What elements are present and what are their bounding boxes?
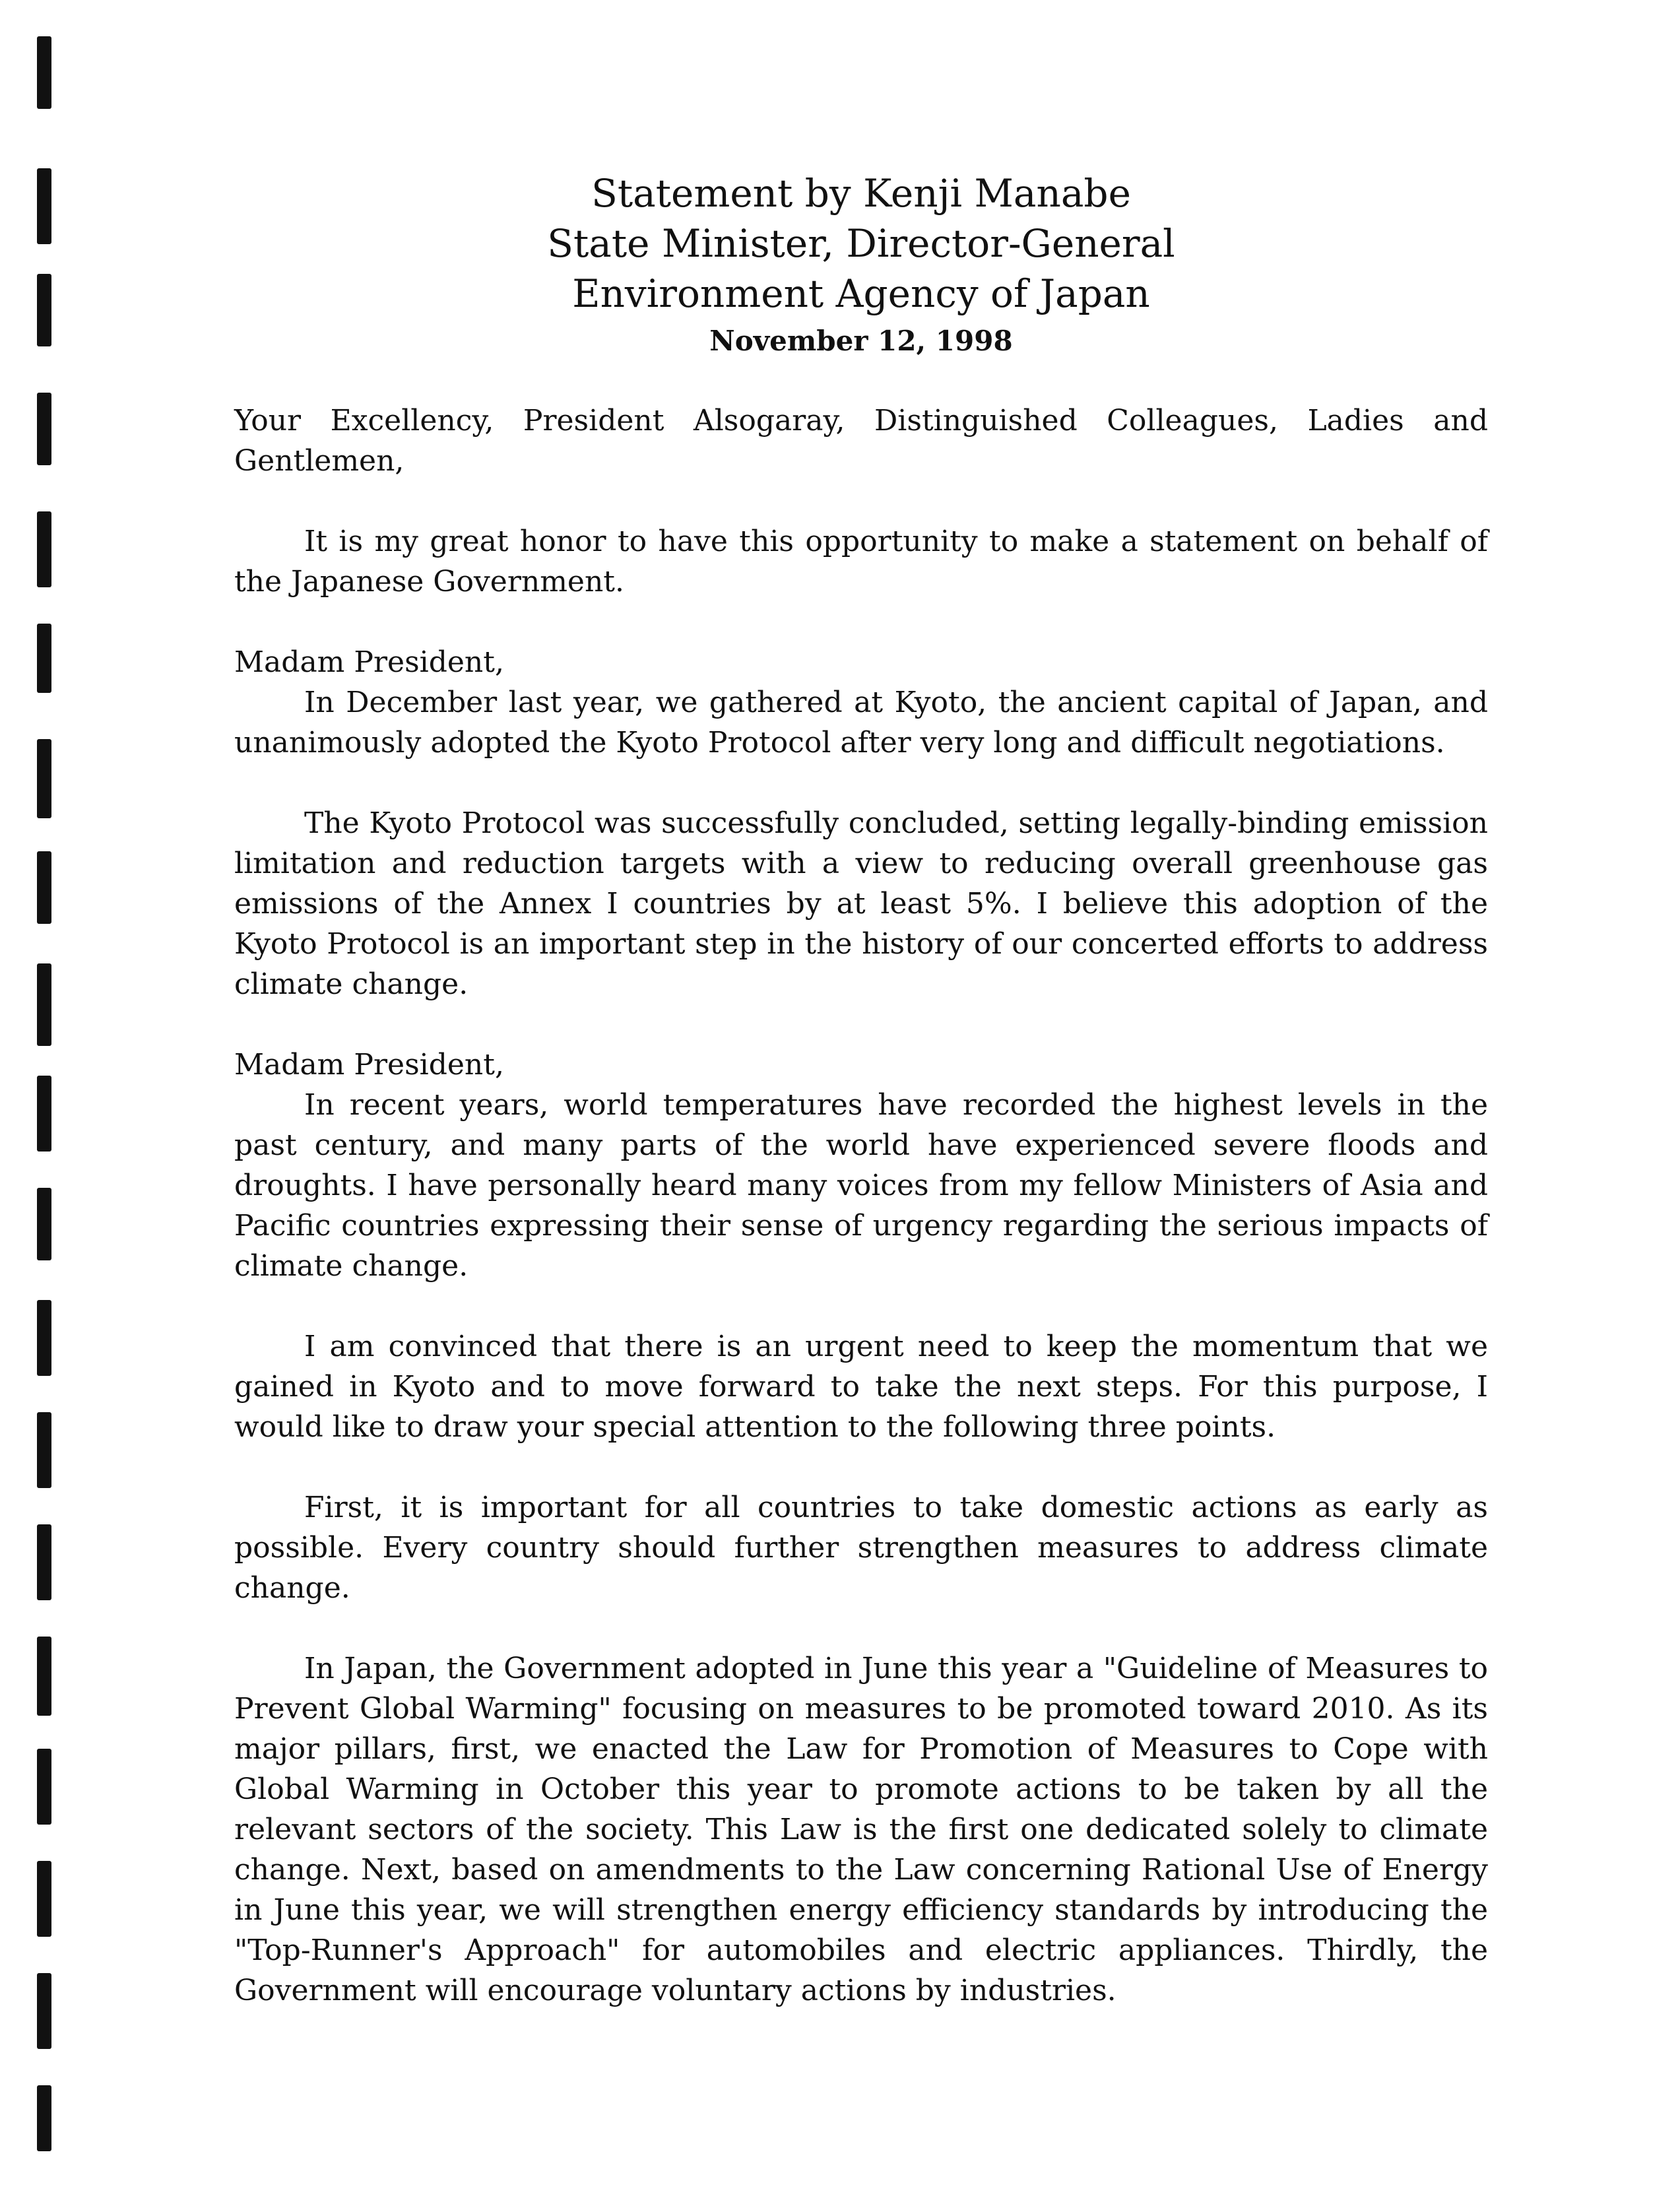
binding-mark (37, 1524, 51, 1600)
binding-mark (37, 168, 51, 244)
title-speaker: Statement by Kenji Manabe (591, 171, 1131, 216)
binding-mark (37, 393, 51, 465)
opening-address: Your Excellency, President Alsogaray, Distinguished Colleagues, Ladies and Gentlemen, (234, 404, 1488, 478)
title-position: State Minister, Director-General (547, 221, 1175, 266)
document-header (234, 168, 1488, 361)
statement-date: November 12, 1998 (709, 325, 1013, 357)
paragraph-momentum: I am convinced that there is an urgent need to keep the momentum that we gained in Kyoto and to move forward to take the next steps. For this purpose, I would like to draw your special attention to the following three points. (234, 1330, 1488, 1444)
binding-mark (37, 1188, 51, 1260)
binding-mark (37, 1973, 51, 2049)
binding-mark (37, 274, 51, 346)
paragraph-temperatures: In recent years, world temperatures have recorded the highest levels in the past century, and many parts of the world have experienced severe floods and droughts. I have personally heard many voices from my fellow Ministers of Asia and Pacific countries expressing their sense of urgency regarding the serious impacts of climate change. (234, 1088, 1488, 1283)
paragraph-kyoto-meeting: In December last year, we gathered at Kyoto, the ancient capital of Japan, and unanimously adopted the Kyoto Protocol after very long and difficult negotiations. (234, 686, 1488, 760)
salutation: Madam President, (234, 1048, 504, 1082)
binding-mark (37, 963, 51, 1046)
paragraph-honor: It is my great honor to have this opportunity to make a statement on behalf of the Japanese Government. (234, 525, 1488, 599)
paragraph-kyoto-protocol: The Kyoto Protocol was successfully concluded, setting legally-binding emission limitation and reduction targets with a view to reducing overall greenhouse gas emissions of the Annex I countries by at least 5%. I believe this adoption of the Kyoto Protocol is an important step in the history of our concerted efforts to address climate change. (234, 806, 1488, 1001)
binding-mark (37, 1861, 51, 1937)
paragraph-first-point: First, it is important for all countries to take domestic actions as early as possible. Every country should further strengthen measures to address climate change. (234, 1491, 1488, 1605)
document-page (234, 168, 1488, 2051)
binding-mark (37, 624, 51, 693)
binding-mark (37, 1749, 51, 1825)
binding-mark (37, 36, 51, 109)
binding-mark (37, 851, 51, 924)
binding-mark (37, 2085, 51, 2151)
binding-marks (0, 0, 79, 2208)
binding-mark (37, 1076, 51, 1152)
binding-mark (37, 1300, 51, 1376)
binding-mark (37, 739, 51, 818)
binding-mark (37, 1412, 51, 1488)
title-agency: Environment Agency of Japan (572, 271, 1150, 316)
salutation: Madam President, (234, 645, 504, 679)
binding-mark (37, 1637, 51, 1716)
binding-mark (37, 511, 51, 587)
paragraph-japan-measures: In Japan, the Government adopted in June this year a "Guideline of Measures to Prevent Global Warming" focusing on measures to be promoted toward 2010. As its major pillars, first, we enacted the Law for Promotion of Measures to Cope with Global Warming in October this year to promote actions to be taken by all the relevant sectors of the society. This Law is the first one dedicated solely to climate change. Next, based on amendments to the Law concerning Rational Use of Energy in June this year, we will strengthen energy efficiency standards by introducing the "Top-Runner's Approach" for automobiles and electric appliances. Thirdly, the Government will encourage voluntary actions by industries. (234, 1652, 1488, 2007)
